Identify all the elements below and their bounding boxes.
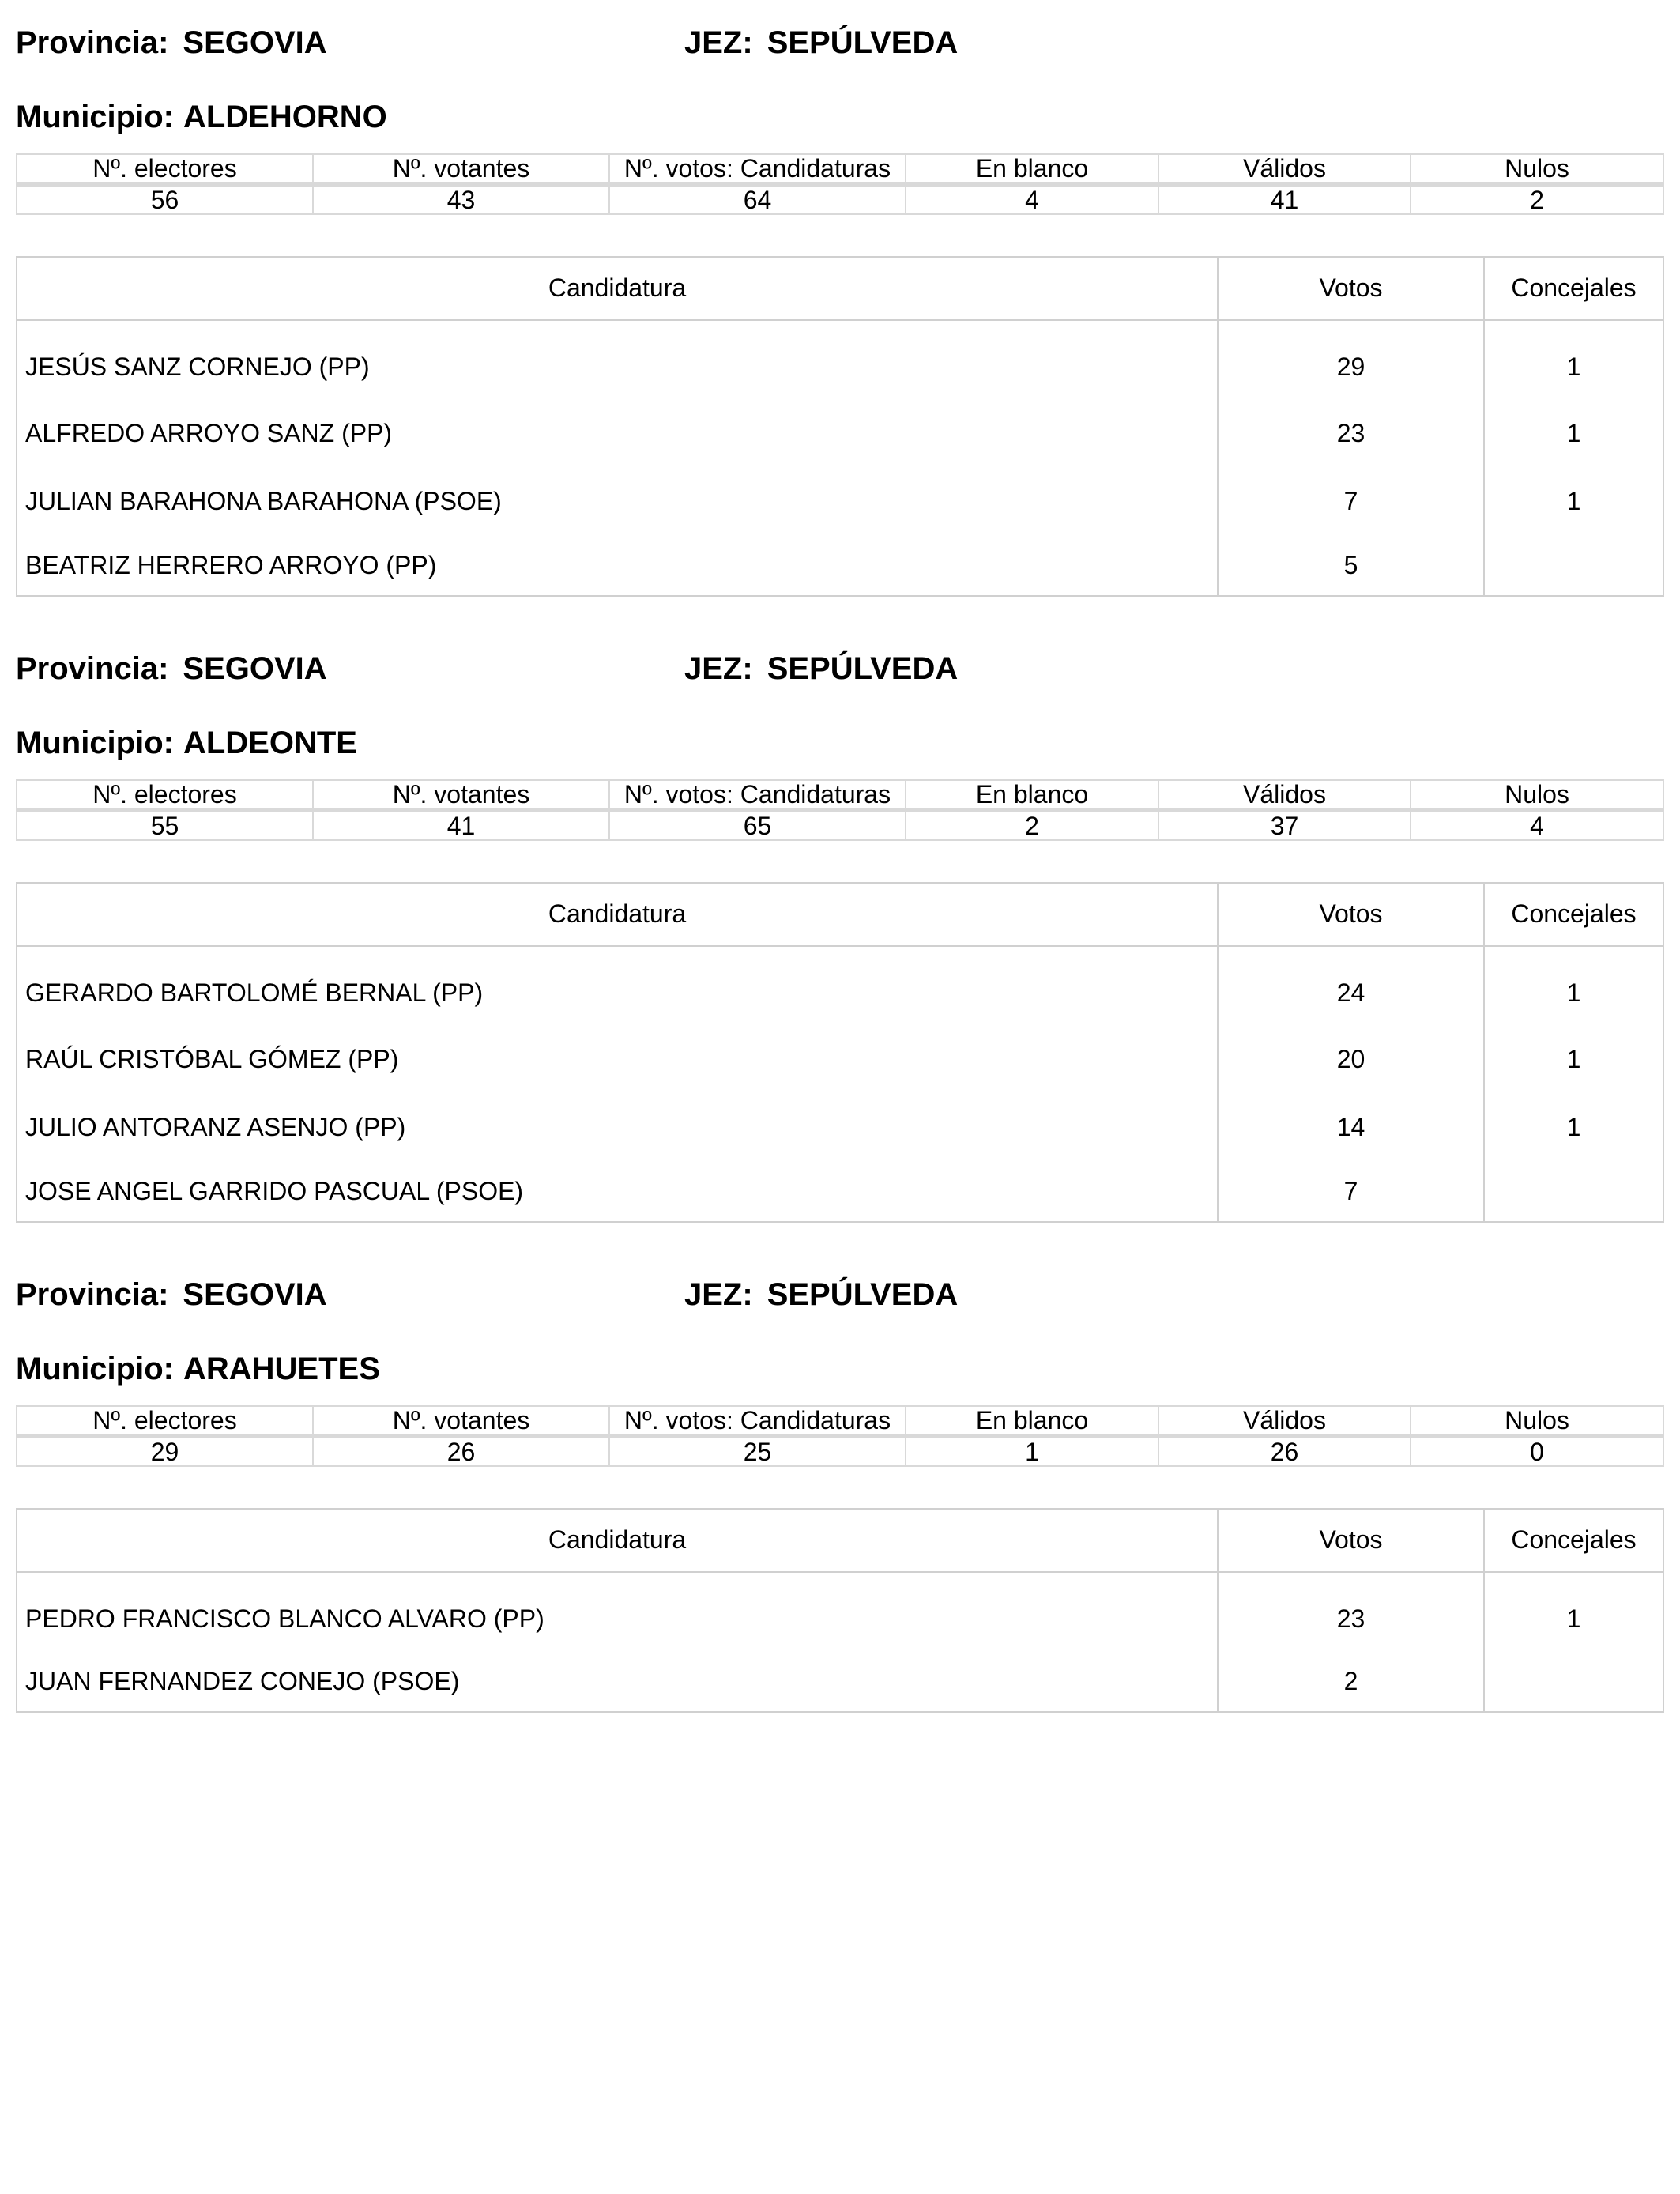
jez-heading	[684, 1276, 958, 1314]
candidates-header-row	[17, 1509, 1663, 1572]
candidate-votos: 20	[1218, 1025, 1484, 1093]
candidate-name: PEDRO FRANCISCO BLANCO ALVARO (PP)	[17, 1572, 1218, 1651]
candidates-table	[16, 256, 1664, 597]
summary-value-cell: 29	[17, 1436, 313, 1466]
summary-header-cell: En blanco	[906, 780, 1158, 810]
candidate-row	[17, 946, 1663, 1025]
candidatura-header: Candidatura	[17, 257, 1218, 320]
candidates-header-row	[17, 883, 1663, 946]
summary-header-cell: Válidos	[1158, 780, 1411, 810]
summary-header-cell: Nulos	[1411, 154, 1663, 184]
provincia-label: Provincia:	[16, 651, 169, 686]
municipio-label: Municipio:	[16, 726, 174, 760]
candidates-table	[16, 1508, 1664, 1713]
jez-label: JEZ:	[684, 1277, 753, 1312]
candidate-votos: 29	[1218, 320, 1484, 399]
candidate-name: ALFREDO ARROYO SANZ (PP)	[17, 399, 1218, 467]
candidate-concejales: 1	[1484, 1093, 1663, 1161]
summary-value-cell: 41	[313, 810, 609, 840]
candidate-concejales: 1	[1484, 399, 1663, 467]
candidate-row	[17, 399, 1663, 467]
municipio-value: ALDEHORNO	[183, 100, 387, 134]
summary-header-row	[17, 154, 1663, 184]
candidate-concejales: 1	[1484, 320, 1663, 399]
jez-label: JEZ:	[684, 25, 753, 60]
summary-header-cell: Nº. votantes	[313, 154, 609, 184]
candidate-name: JUAN FERNANDEZ CONEJO (PSOE)	[17, 1651, 1218, 1712]
candidate-concejales: 1	[1484, 946, 1663, 1025]
summary-header-cell: Nº. votantes	[313, 1406, 609, 1436]
summary-header-cell: En blanco	[906, 154, 1158, 184]
candidate-votos: 23	[1218, 1572, 1484, 1651]
summary-table	[16, 1405, 1664, 1467]
jez-heading	[684, 24, 958, 62]
provincia-label: Provincia:	[16, 25, 169, 60]
candidate-votos: 7	[1218, 1161, 1484, 1222]
summary-table	[16, 153, 1664, 215]
summary-header-cell: Nº. votos: Candidaturas	[609, 1406, 906, 1436]
summary-value-row	[17, 1436, 1663, 1466]
candidate-name: JOSE ANGEL GARRIDO PASCUAL (PSOE)	[17, 1161, 1218, 1222]
candidate-row	[17, 1572, 1663, 1651]
votos-header: Votos	[1218, 883, 1484, 946]
municipio-heading	[16, 724, 357, 762]
summary-value-cell: 1	[906, 1436, 1158, 1466]
candidates-header-row	[17, 257, 1663, 320]
votos-header: Votos	[1218, 1509, 1484, 1572]
summary-header-cell: Nulos	[1411, 1406, 1663, 1436]
provincia-heading	[16, 650, 327, 688]
provincia-label: Provincia:	[16, 1277, 169, 1312]
summary-value-row	[17, 184, 1663, 214]
candidate-row	[17, 467, 1663, 535]
summary-value-cell: 26	[1158, 1436, 1411, 1466]
summary-header-cell: Nº. electores	[17, 154, 313, 184]
municipio-value: ALDEONTE	[183, 726, 357, 760]
municipio-value: ARAHUETES	[183, 1351, 380, 1386]
summary-value-cell: 43	[313, 184, 609, 214]
summary-header-cell: Nº. votos: Candidaturas	[609, 780, 906, 810]
candidate-name: JULIAN BARAHONA BARAHONA (PSOE)	[17, 467, 1218, 535]
concejales-header: Concejales	[1484, 883, 1663, 946]
jez-heading	[684, 650, 958, 688]
candidate-concejales: 1	[1484, 1025, 1663, 1093]
candidates-table	[16, 882, 1664, 1223]
summary-header-cell: Nº. votantes	[313, 780, 609, 810]
candidate-votos: 5	[1218, 535, 1484, 596]
summary-value-row	[17, 810, 1663, 840]
candidatura-header: Candidatura	[17, 1509, 1218, 1572]
summary-value-cell: 64	[609, 184, 906, 214]
candidate-row	[17, 1161, 1663, 1222]
jez-label: JEZ:	[684, 651, 753, 686]
candidate-concejales: 1	[1484, 1572, 1663, 1651]
concejales-header: Concejales	[1484, 257, 1663, 320]
summary-header-cell: Válidos	[1158, 1406, 1411, 1436]
candidate-name: JULIO ANTORANZ ASENJO (PP)	[17, 1093, 1218, 1161]
municipio-label: Municipio:	[16, 1351, 174, 1386]
candidate-votos: 23	[1218, 399, 1484, 467]
municipio-heading	[16, 98, 387, 136]
summary-value-cell: 41	[1158, 184, 1411, 214]
provincia-value: SEGOVIA	[183, 25, 327, 60]
summary-header-cell: Nº. electores	[17, 780, 313, 810]
candidate-concejales	[1484, 535, 1663, 596]
concejales-header: Concejales	[1484, 1509, 1663, 1572]
summary-value-cell: 65	[609, 810, 906, 840]
candidate-name: RAÚL CRISTÓBAL GÓMEZ (PP)	[17, 1025, 1218, 1093]
jez-value: SEPÚLVEDA	[767, 651, 959, 686]
summary-table	[16, 779, 1664, 841]
candidate-concejales: 1	[1484, 467, 1663, 535]
municipio-label: Municipio:	[16, 100, 174, 134]
candidate-name: GERARDO BARTOLOMÉ BERNAL (PP)	[17, 946, 1218, 1025]
summary-header-cell: Nº. electores	[17, 1406, 313, 1436]
candidate-votos: 24	[1218, 946, 1484, 1025]
summary-header-cell: Nº. votos: Candidaturas	[609, 154, 906, 184]
candidatura-header: Candidatura	[17, 883, 1218, 946]
summary-header-row	[17, 1406, 1663, 1436]
provincia-heading	[16, 1276, 327, 1314]
candidate-row	[17, 1651, 1663, 1712]
municipio-heading	[16, 1350, 380, 1388]
candidate-votos: 7	[1218, 467, 1484, 535]
candidate-row	[17, 1025, 1663, 1093]
summary-value-cell: 4	[1411, 810, 1663, 840]
summary-header-cell: Nulos	[1411, 780, 1663, 810]
summary-value-cell: 37	[1158, 810, 1411, 840]
votos-header: Votos	[1218, 257, 1484, 320]
candidate-concejales	[1484, 1651, 1663, 1712]
candidate-row	[17, 535, 1663, 596]
provincia-heading	[16, 24, 327, 62]
summary-value-cell: 56	[17, 184, 313, 214]
candidate-name: JESÚS SANZ CORNEJO (PP)	[17, 320, 1218, 399]
candidate-votos: 2	[1218, 1651, 1484, 1712]
summary-value-cell: 2	[906, 810, 1158, 840]
summary-header-cell: Válidos	[1158, 154, 1411, 184]
summary-header-row	[17, 780, 1663, 810]
summary-value-cell: 2	[1411, 184, 1663, 214]
provincia-value: SEGOVIA	[183, 1277, 327, 1312]
summary-value-cell: 0	[1411, 1436, 1663, 1466]
candidate-votos: 14	[1218, 1093, 1484, 1161]
candidate-concejales	[1484, 1161, 1663, 1222]
jez-value: SEPÚLVEDA	[767, 25, 959, 60]
summary-header-cell: En blanco	[906, 1406, 1158, 1436]
summary-value-cell: 55	[17, 810, 313, 840]
candidate-name: BEATRIZ HERRERO ARROYO (PP)	[17, 535, 1218, 596]
candidate-row	[17, 320, 1663, 399]
summary-value-cell: 4	[906, 184, 1158, 214]
summary-value-cell: 25	[609, 1436, 906, 1466]
jez-value: SEPÚLVEDA	[767, 1277, 959, 1312]
provincia-value: SEGOVIA	[183, 651, 327, 686]
candidate-row	[17, 1093, 1663, 1161]
summary-value-cell: 26	[313, 1436, 609, 1466]
